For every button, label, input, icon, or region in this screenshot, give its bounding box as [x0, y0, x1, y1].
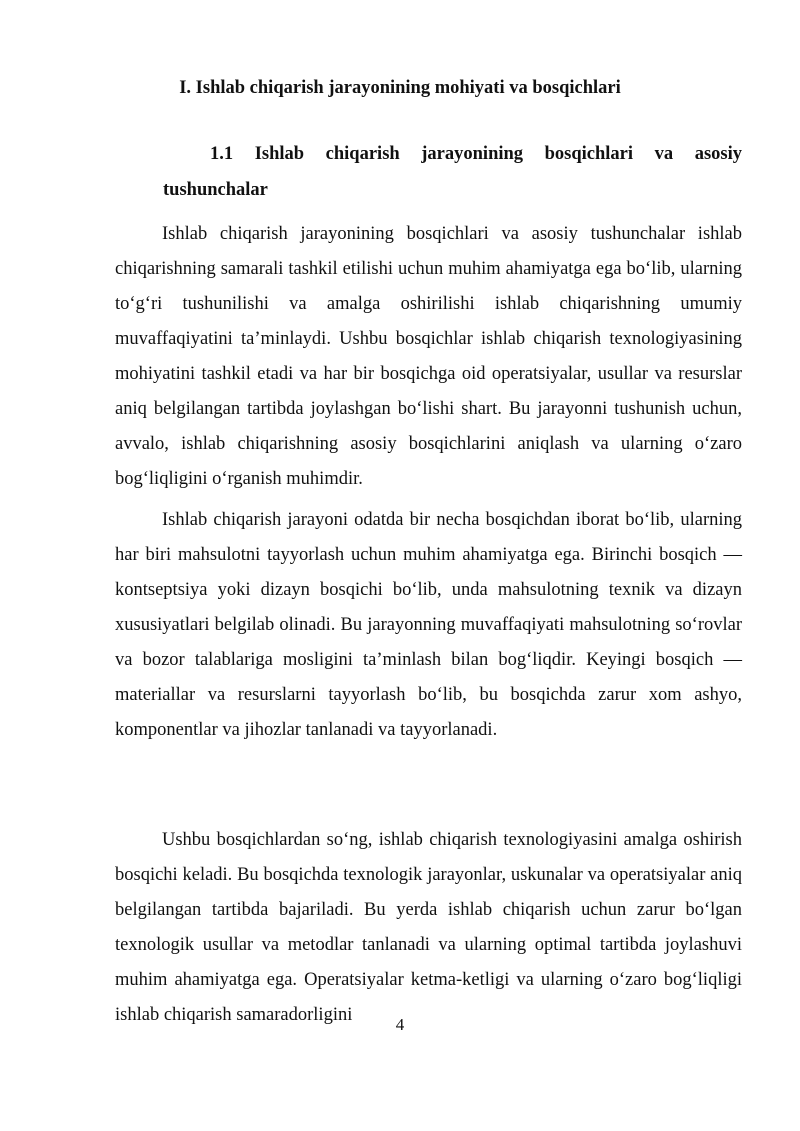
body-paragraph-1: Ishlab chiqarish jarayonining bosqichlari va asosiy tushunchalar ishlab chiqarishning samarali tashkil etilishi uchun muhim ahamiyatga ega bo‘lib, ularning to‘g‘ri tushunilishi va amalga oshirilishi ishlab chiqarishning umumiy muvaffaqiyatini ta’minlaydi. Ushbu bosqichlar ishlab chiqarish texnologiyasining mohiyatini tashkil etadi va har bir bosqichga oid operatsiyalar, usullar va resurslar aniq belgilangan tartibda joylashgan bo‘lishi shart. Bu jarayonni tushunish uchun, avvalo, ishlab chiqarishning asosiy bosqichlarini aniqlash va ularning o‘zaro bog‘liqligini o‘rganish muhimdir. — [115, 224, 742, 489]
page-number: 4 — [395, 1015, 405, 1034]
body-paragraph-3: Ushbu bosqichlardan so‘ng, ishlab chiqarish texnologiyasini amalga oshirish bosqichi keladi. Bu bosqichda texnologik jarayonlar, uskunalar va operatsiyalar aniq belgilangan tartibda bajariladi. Bu yerda ishlab chiqarish uchun zarur bo‘lgan texnologik usullar va metodlar tanlanadi va ularning optimal tartibda joylashuvi muhim ahamiyatga ega. Operatsiyalar ketma-ketligi va ularning o‘zaro bog‘liqligi ishlab chiqarish samaradorligini — [115, 830, 742, 1025]
chapter-title: I. Ishlab chiqarish jarayonining mohiyati va bosqichlari — [179, 78, 621, 98]
body-paragraph-2: Ishlab chiqarish jarayoni odatda bir necha bosqichdan iborat bo‘lib, ularning har biri mahsulotni tayyorlash uchun muhim ahamiyatga ega. Birinchi bosqich — kontseptsiya yoki dizayn bosqichi bo‘lib, unda mahsulotning texnik va dizayn xususiyatlari belgilab olinadi. Bu jarayonning muvaffaqiyati mahsulotning so‘rovlar va bozor talablariga mosligini ta’minlash bilan bog‘liqdir. Keyingi bosqich — materiallar va resurslarni tayyorlash bo‘lib, bu bosqichda zarur xom ashyo, komponentlar va jihozlar tanlanadi va tayyorlanadi. — [115, 510, 742, 740]
section-title: 1.1 Ishlab chiqarish jarayonining bosqichlari va asosiy tushunchalar — [163, 144, 742, 200]
